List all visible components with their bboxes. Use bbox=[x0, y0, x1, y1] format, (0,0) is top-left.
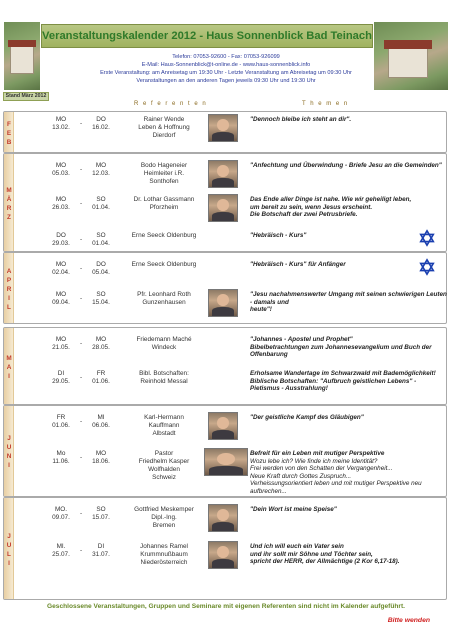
end-day: SO bbox=[96, 291, 106, 298]
month-letter: A bbox=[6, 363, 12, 371]
event-start-date bbox=[46, 414, 76, 430]
month-letter: R bbox=[6, 285, 12, 293]
end-day: MO bbox=[95, 450, 107, 457]
header-referenten: R e f e r e n t e n bbox=[134, 101, 208, 107]
event-start-date bbox=[46, 232, 76, 248]
referent-line: Bremen bbox=[152, 522, 176, 529]
date-separator: - bbox=[80, 374, 83, 381]
theme-line: "Anfechtung und Überwindung - Briefe Jesu an die Gemeinden" bbox=[250, 162, 442, 169]
start-date: 21.05. bbox=[52, 344, 70, 351]
event-end-date bbox=[86, 162, 116, 178]
event-end-date bbox=[86, 336, 116, 352]
event-theme bbox=[250, 370, 450, 393]
theme-line: "Dennoch bleibe ich steht an dir". bbox=[250, 116, 352, 123]
end-day: MO bbox=[95, 162, 107, 169]
event-theme bbox=[250, 196, 450, 219]
theme-line: heute"! bbox=[250, 306, 272, 313]
start-day: MO bbox=[55, 336, 67, 343]
event-start-date bbox=[46, 116, 76, 132]
theme-line: Befreit für ein Leben mit mutiger Perspektive bbox=[250, 450, 385, 457]
theme-line: Verheissungsorientiert leben und mit mutiger Perspektive neu aufbrechen... bbox=[250, 480, 422, 495]
start-day: DI bbox=[57, 370, 65, 377]
event-theme bbox=[250, 414, 450, 422]
referent-line: Friedhelm Kasper bbox=[138, 458, 190, 465]
end-day: DI bbox=[97, 543, 105, 550]
end-day: DO bbox=[96, 116, 106, 123]
start-date: 29.03. bbox=[52, 240, 70, 247]
theme-line: Frei werden von den Schatten der Vergangenheit... bbox=[250, 465, 393, 472]
event-theme bbox=[250, 291, 450, 314]
event-end-date bbox=[86, 414, 116, 430]
event-referent bbox=[124, 506, 204, 530]
theme-line: Erholsame Wandertage im Schwarzwald mit Bademöglichkeit! bbox=[250, 370, 436, 377]
start-day: MO. bbox=[54, 506, 68, 513]
referent-line: Dierdorf bbox=[152, 132, 176, 139]
referent-line: Dr. Lothar Gassmann bbox=[133, 196, 195, 203]
referent-line: Niederösterreich bbox=[140, 559, 188, 566]
referent-line: Bibl. Botschaften: bbox=[139, 370, 189, 377]
event-theme bbox=[250, 543, 450, 566]
date-separator: - bbox=[80, 295, 83, 302]
event-end-date bbox=[86, 543, 116, 559]
theme-line: Biblische Botschaften: "Aufbruch geistlichen Lebens" - bbox=[250, 377, 417, 385]
event-referent bbox=[124, 291, 204, 307]
start-date: 02.04. bbox=[52, 269, 70, 276]
referent-line: Gottfried Meskemper bbox=[134, 506, 194, 513]
theme-line: Die Botschaft der zwei Petrusbriefe. bbox=[250, 211, 358, 218]
month-letter: L bbox=[7, 550, 11, 558]
event-end-date bbox=[86, 116, 116, 132]
month-letter: M bbox=[6, 186, 12, 194]
date-separator: - bbox=[80, 547, 83, 554]
bitte-wenden[interactable]: Bitte wenden bbox=[387, 617, 430, 624]
start-day: MO bbox=[55, 116, 67, 123]
end-date: 05.04. bbox=[92, 269, 110, 276]
referent-line: Kauffmann bbox=[148, 422, 180, 429]
referent-line: Dipl.-Ing. bbox=[151, 514, 177, 521]
referent-line: Gunzenhausen bbox=[142, 299, 186, 306]
start-date: 01.06. bbox=[52, 422, 70, 429]
theme-line: Pietismus - Ausstrahlung! bbox=[250, 385, 328, 392]
stand-label: Stand März 2012 bbox=[3, 92, 49, 101]
month-letter: B bbox=[6, 138, 12, 146]
start-day: FR bbox=[56, 414, 66, 421]
date-separator: - bbox=[80, 454, 83, 461]
end-day: SO bbox=[96, 506, 106, 513]
month-letter: I bbox=[8, 372, 10, 380]
event-referent bbox=[124, 543, 204, 567]
month-letter: L bbox=[7, 303, 11, 311]
event-referent bbox=[124, 450, 204, 482]
month-letter: F bbox=[7, 120, 11, 128]
start-date: 09.07. bbox=[52, 514, 70, 521]
event-referent bbox=[124, 232, 204, 240]
month-letter: U bbox=[6, 541, 12, 549]
theme-line: Wozu lebe ich? Wie finde ich meine Identität? bbox=[250, 457, 378, 465]
event-end-date bbox=[86, 291, 116, 307]
month-label bbox=[4, 267, 14, 312]
event-end-date bbox=[86, 196, 116, 212]
referent-photo bbox=[208, 504, 238, 532]
start-day: MO bbox=[55, 196, 67, 203]
event-start-date bbox=[46, 336, 76, 352]
contact-first-event: Erste Veranstaltung: am Anreisetag um 19:30 Uhr - Letzte Veranstaltung am Abreisetag um 09:30 Uhr bbox=[100, 70, 352, 77]
referent-photo bbox=[208, 114, 238, 142]
referent-line: Erne Seeck Oldenburg bbox=[131, 232, 197, 239]
event-start-date bbox=[46, 291, 76, 307]
theme-line: spricht der HERR, der Allmächtige (2 Kor 6,17-18). bbox=[250, 558, 400, 565]
calendar-title: Veranstaltungskalender 2012 - Haus Sonnenblick Bad Teinach bbox=[41, 24, 373, 48]
referent-line: Johannes Ramel bbox=[140, 543, 188, 550]
contact-other-days: Veranstaltungen an den anderen Tagen jeweils 09:30 Uhr und 19:30 Uhr bbox=[136, 78, 316, 85]
date-separator: - bbox=[80, 340, 83, 347]
end-day: DO bbox=[96, 261, 106, 268]
contact-info bbox=[0, 53, 452, 85]
event-start-date bbox=[46, 370, 76, 386]
theme-line: "Der geistliche Kampf des Gläubigen" bbox=[250, 414, 364, 421]
start-day: MI. bbox=[56, 543, 66, 550]
date-separator: - bbox=[80, 510, 83, 517]
referent-photo bbox=[208, 412, 238, 440]
date-separator: - bbox=[80, 236, 83, 243]
end-date: 31.07. bbox=[92, 551, 110, 558]
event-start-date bbox=[46, 450, 76, 466]
end-date: 28.05. bbox=[92, 344, 110, 351]
month-letter: P bbox=[6, 276, 12, 284]
event-theme bbox=[250, 162, 450, 170]
month-letter: Z bbox=[7, 213, 11, 221]
referent-photo bbox=[208, 160, 238, 188]
start-date: 29.05. bbox=[52, 378, 70, 385]
event-referent bbox=[124, 370, 204, 386]
month-block-juni bbox=[3, 405, 447, 497]
theme-line: "Hebräisch - Kurs" bbox=[250, 232, 307, 239]
referent-line: Heimleiter i.R. bbox=[143, 170, 185, 177]
month-label bbox=[4, 434, 14, 470]
event-start-date bbox=[46, 196, 76, 212]
event-theme bbox=[250, 450, 450, 495]
referent-line: Schweiz bbox=[152, 474, 176, 481]
theme-line: Bibelbetrachtungen zum Johannesevangelium und Buch der Offenbarung bbox=[250, 343, 432, 358]
theme-line: "Johannes - Apostel und Prophet" bbox=[250, 336, 353, 343]
start-date: 09.04. bbox=[52, 299, 70, 306]
referent-line: Friedemann Maché bbox=[136, 336, 192, 343]
date-separator: - bbox=[80, 166, 83, 173]
event-referent bbox=[124, 261, 204, 269]
start-date: 05.03. bbox=[52, 170, 70, 177]
event-end-date bbox=[86, 232, 116, 248]
event-end-date bbox=[86, 370, 116, 386]
end-date: 18.06. bbox=[92, 458, 110, 465]
theme-line: "Jesu nachahmenswerter Umgang mit seinen schwierigen Leuten - damals und bbox=[250, 291, 447, 306]
date-separator: - bbox=[80, 120, 83, 127]
month-label bbox=[4, 532, 14, 568]
column-headers bbox=[0, 101, 452, 109]
month-letter: M bbox=[6, 354, 12, 362]
date-separator: - bbox=[80, 418, 83, 425]
referent-line: Sonthofen bbox=[149, 178, 179, 185]
start-day: Mo bbox=[56, 450, 66, 457]
start-day: DO bbox=[56, 232, 66, 239]
theme-line: "Hebräisch - Kurs" für Anfänger bbox=[250, 261, 346, 268]
referent-line: Albstadt bbox=[152, 430, 176, 437]
end-date: 16.02. bbox=[92, 124, 110, 131]
event-referent bbox=[124, 414, 204, 438]
month-letter: R bbox=[6, 204, 12, 212]
referent-photo bbox=[204, 448, 248, 476]
theme-line: Und ich will euch ein Vater sein bbox=[250, 543, 344, 550]
month-letter: U bbox=[6, 444, 12, 451]
referent-line: Karl-Hermann bbox=[144, 414, 184, 421]
end-day: MO bbox=[95, 336, 107, 343]
referent-photo bbox=[208, 289, 238, 317]
month-letter: Ä bbox=[6, 195, 12, 203]
theme-line: Das Ende aller Dinge ist nahe. Wie wir geheiligt leben, bbox=[250, 196, 412, 203]
month-block-juli bbox=[3, 497, 447, 600]
referent-line: Pforzheim bbox=[149, 204, 179, 211]
theme-line: Neue Kraft durch Gottes Zuspruch... bbox=[250, 472, 352, 480]
end-date: 01.06. bbox=[92, 378, 110, 385]
referent-line: Rainer Wende bbox=[143, 116, 185, 123]
event-referent bbox=[124, 116, 204, 140]
event-end-date bbox=[86, 450, 116, 466]
theme-line: und ihr sollt mir Söhne und Töchter sein, bbox=[250, 550, 373, 558]
event-start-date bbox=[46, 543, 76, 559]
month-block-märz bbox=[3, 153, 447, 252]
end-day: FR bbox=[96, 370, 106, 377]
star-of-david-icon bbox=[418, 229, 436, 247]
end-date: 01.04. bbox=[92, 240, 110, 247]
start-day: MO bbox=[55, 291, 67, 298]
date-separator: - bbox=[80, 265, 83, 272]
end-date: 12.03. bbox=[92, 170, 110, 177]
event-referent bbox=[124, 336, 204, 352]
event-referent bbox=[124, 196, 204, 212]
start-date: 11.06. bbox=[52, 458, 70, 465]
month-block-april bbox=[3, 252, 447, 324]
month-letter: A bbox=[6, 267, 12, 275]
start-day: MO bbox=[55, 162, 67, 169]
end-date: 15.07. bbox=[92, 514, 110, 521]
start-date: 25.07. bbox=[52, 551, 70, 558]
month-letter: I bbox=[8, 294, 10, 302]
event-start-date bbox=[46, 261, 76, 277]
event-referent bbox=[124, 162, 204, 186]
event-theme bbox=[250, 336, 450, 359]
month-label bbox=[4, 120, 14, 147]
end-date: 15.04. bbox=[92, 299, 110, 306]
referent-photo bbox=[208, 194, 238, 222]
end-day: SO bbox=[96, 232, 106, 239]
event-start-date bbox=[46, 162, 76, 178]
event-end-date bbox=[86, 506, 116, 522]
referent-line: Krummnußbaum bbox=[140, 551, 188, 558]
month-letter: J bbox=[7, 435, 11, 442]
event-start-date bbox=[46, 506, 76, 522]
month-block-mai bbox=[3, 327, 447, 405]
month-letter: N bbox=[6, 453, 12, 460]
end-date: 01.04. bbox=[92, 204, 110, 211]
month-label bbox=[4, 186, 14, 222]
month-block-feb bbox=[3, 111, 447, 153]
referent-line: Wolfhalden bbox=[148, 466, 180, 473]
month-label bbox=[4, 354, 14, 381]
theme-line: "Dein Wort ist meine Speise" bbox=[250, 506, 337, 513]
footer-note: Geschlossene Veranstaltungen, Gruppen und Seminare mit eigenen Referenten sind nicht im Kalender aufgeführt. bbox=[47, 603, 405, 610]
theme-line: um bereit zu sein, wenn Jesus erscheint. bbox=[250, 203, 373, 211]
month-letter: I bbox=[8, 559, 10, 567]
referent-line: Windeck bbox=[151, 344, 177, 351]
contact-phone: Telefon: 07053-92600 - Fax: 07053-926099 bbox=[172, 54, 280, 60]
start-date: 26.03. bbox=[52, 204, 70, 211]
end-day: SO bbox=[96, 196, 106, 203]
start-day: MO bbox=[55, 261, 67, 268]
event-end-date bbox=[86, 261, 116, 277]
header-themen: T h e m e n bbox=[302, 101, 349, 107]
referent-line: Reinhold Messal bbox=[140, 378, 188, 385]
event-theme bbox=[250, 116, 450, 124]
date-separator: - bbox=[80, 200, 83, 207]
end-day: MI bbox=[97, 414, 105, 421]
end-date: 06.06. bbox=[92, 422, 110, 429]
referent-line: Bodo Hageneier bbox=[140, 162, 188, 169]
contact-email[interactable]: E-Mail: Haus-Sonnenblick@t-online.de - www.haus-sonnenblick.info bbox=[141, 62, 311, 69]
star-of-david-icon bbox=[418, 258, 436, 276]
month-letter: J bbox=[7, 532, 11, 540]
referent-line: Erne Seeck Oldenburg bbox=[131, 261, 197, 268]
month-letter: E bbox=[6, 129, 12, 137]
referent-photo bbox=[208, 541, 238, 569]
start-date: 13.02. bbox=[52, 124, 70, 131]
event-theme bbox=[250, 506, 450, 514]
referent-line: Pastor bbox=[154, 450, 174, 457]
referent-line: Pfr. Leonhard Roth bbox=[137, 291, 191, 298]
referent-line: Leben & Hoffnung bbox=[138, 124, 190, 131]
month-letter: I bbox=[8, 462, 10, 469]
